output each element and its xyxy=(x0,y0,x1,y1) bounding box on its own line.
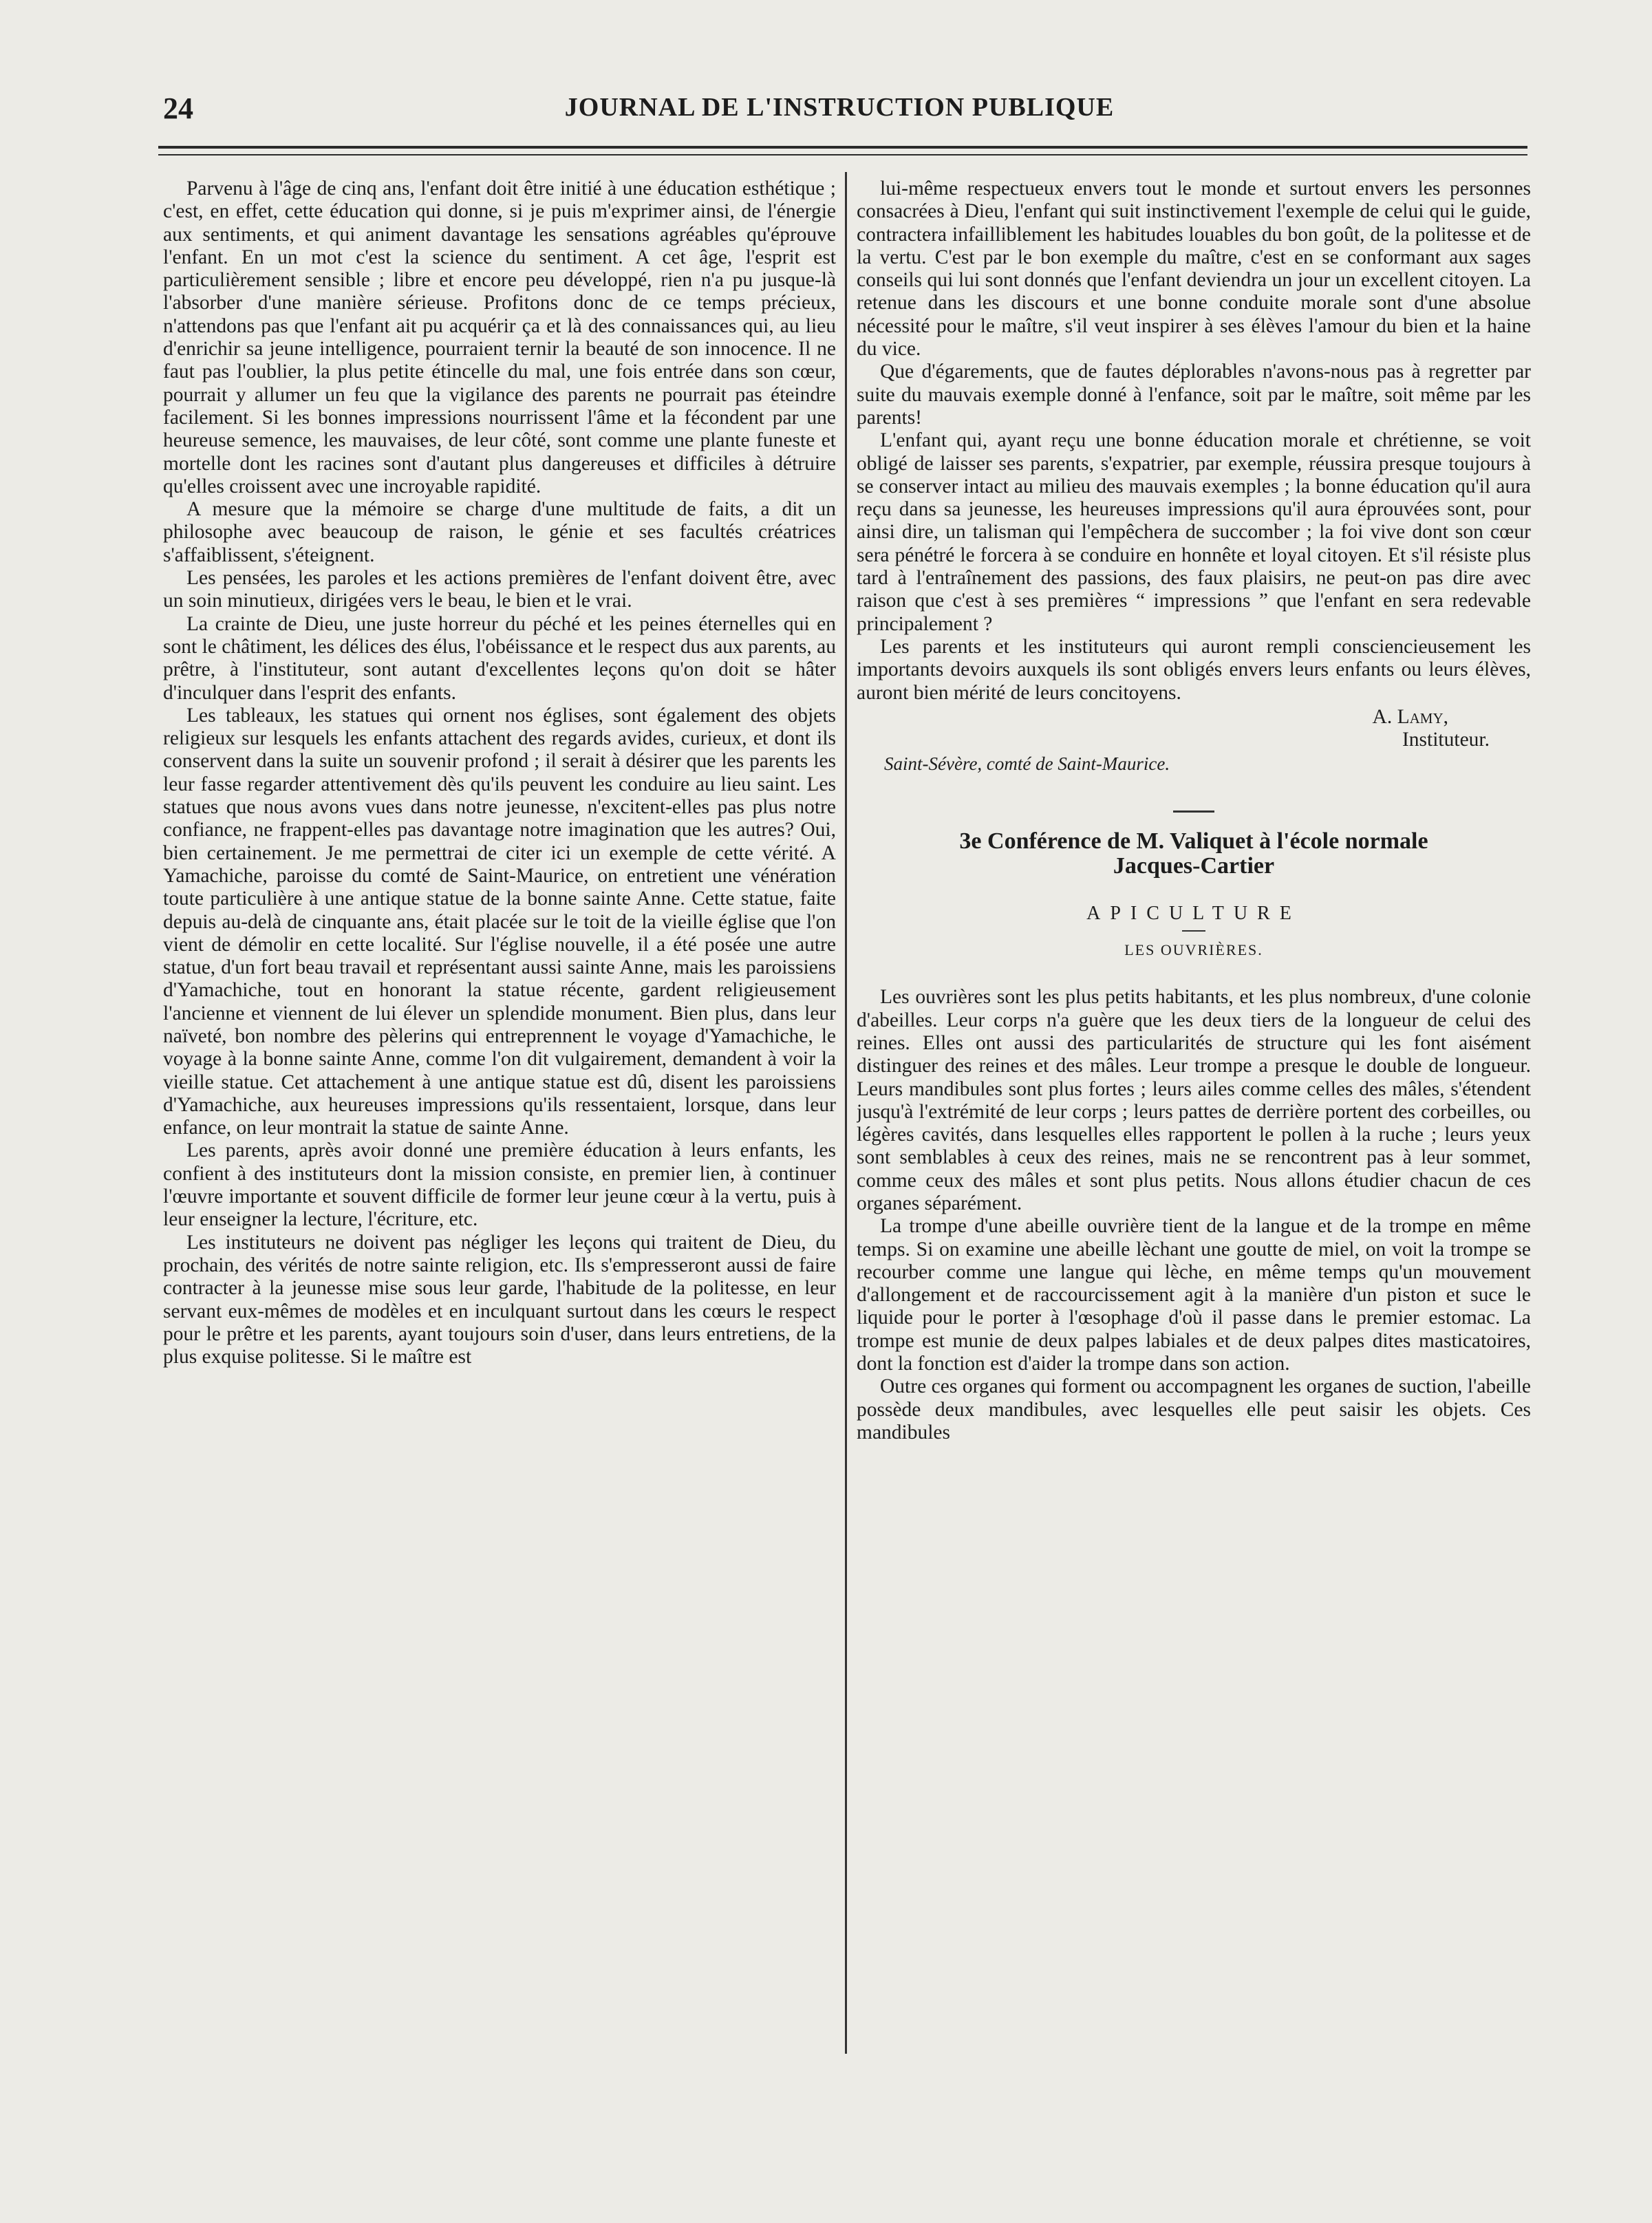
paragraph: La trompe d'une abeille ouvrière tient de la langue et de la trompe en même temps. Si on examine une abeille lèchant une goutte de miel, on voit la trompe se recourber comme une langue qui lèche, en même temps qu'un mouvement d'allongement et de raccourcissement agit à la manière d'un piston et suce le liquide pour le porter à l'œsophage d'où il passe dans le premier estomac. La trompe est munie de deux palpes labiales et de deux palpes dites masticatoires, dont la fonction est d'aider la trompe dans son action. xyxy=(857,1215,1531,1375)
section-heading: APICULTURE xyxy=(1086,902,1301,924)
paragraph: L'enfant qui, ayant reçu une bonne éducation morale et chrétienne, se voit obligé de laisser ses parents, s'expatrier, par exemple, réussira presque toujours à se conserver intact au milieu des mauvais exemples ; la bonne éducation qu'il aura reçu dans sa jeunesse, les heureuses impressions qu'il aura éprouvées sont, pour ainsi dire, un talisman qui l'empêchera de succomber ; la foi vive dont son cœur sera pénétré le forcera à se conduire en honnête et loyal citoyen. Et s'il résiste plus tard à l'entraînement des passions, des faux plaisirs, ne peut-on pas dire avec raison que c'est à ses premières “ impressions ” que l'enfant en sera redevable principalement ? xyxy=(857,429,1531,635)
page-header xyxy=(155,91,1524,132)
paragraph: Outre ces organes qui forment ou accompagnent les organes de suction, l'abeille possède deux mandibules, avec lesquelles elle peut saisir les objets. Ces mandibules xyxy=(857,1375,1531,1443)
section-dash xyxy=(1182,930,1205,932)
paragraph: La crainte de Dieu, une juste horreur du péché et les peines éternelles qui en sont le châtiment, les délices des élus, l'obéissance et le respect dus aux parents, au prêtre, à l'instituteur, sont autant d'excellentes leçons qu'on doit se hâter d'inculquer dans l'esprit des enfants. xyxy=(163,612,836,704)
left-column xyxy=(163,178,836,2063)
header-rule-thick xyxy=(158,146,1527,149)
paragraph: Les tableaux, les statues qui ornent nos églises, sont également des objets religieux sur lesquels les enfants attachent des regards avides, curieux, et dont ils conservent dans la suite un souvenir profond ; il serait à désirer que les parents les leur fasse regarder attentivement dès qu'ils peuvent les conduire au lieu saint. Les statues que nous avons vues dans notre jeunesse, n'excitent-elles pas plus notre confiance, ne frappent-elles pas davantage notre imagination que les autres? Oui, bien certainement. Je me permettrai de citer ici un exemple de cette vérité. A Yamachiche, paroisse du comté de Saint-Maurice, on entretient une vénération toute particulière à une antique statue de la bonne sainte Anne. Cette statue, faite depuis au-delà de cinquante ans, était placée sur le toit de la vieille église que l'on vient de démolir en cette localité. Sur l'église nouvelle, il a été posée une autre statue, d'un fort beau travail et représentant aussi sainte Anne, mais les paroissiens d'Yamachiche, tout en honorant la statue récente, gardent religieusement l'ancienne et viennent de lui élever un splendide monument. Bien plus, dans leur naïveté, bon nombre des pèlerins qui entreprennent le voyage d'Yamachiche, le voyage à la bonne sainte Anne, comme l'on dit vulgairement, demandent à voir la vieille statue. Cet attachement à une antique statue est dû, disent les paroissiens d'Yamachiche, aux heureuses impressions qu'ils ressentaient, lorsque, dans leur enfance, on leur montrait la statue de sainte Anne. xyxy=(163,704,836,1139)
paragraph: Les parents et les instituteurs qui auront rempli consciencieusement les importants devoirs auxquels ils sont obligés envers leurs enfants ou leurs élèves, auront bien mérité de leurs concitoyens. xyxy=(857,635,1531,704)
signature-place: Saint-Sévère, comté de Saint-Maurice. xyxy=(884,753,1170,775)
paragraph: Que d'égarements, que de fautes déplorables n'avons-nous pas à regretter par suite du mauvais exemple donné à l'enfance, soit par le maître, soit même par les parents! xyxy=(857,361,1531,429)
signature-title: Instituteur. xyxy=(1402,729,1490,751)
paragraph: Les instituteurs ne doivent pas négliger les leçons qui traitent de Dieu, du prochain, des vérités de notre sainte religion, etc. Ils s'empresseront aussi de faire contracter à la jeunesse mise sous leur garde, l'habitude de la politesse, en leur servant eux-mêmes de modèles et en inculquant surtout dans les cœurs le respect pour le prêtre et les parents, ayant toujours soin d'user, dans leurs entretiens, de la plus exquise politesse. Si le maître est xyxy=(163,1231,836,1368)
article-title-line: 3e Conférence de M. Valiquet à l'école normale xyxy=(959,828,1428,854)
paragraph: lui-même respectueux envers tout le monde et surtout envers les personnes consacrées à Dieu, l'enfant qui suit instinctivement l'exemple de celui qui le guide, contractera infailliblement les habitudes louables du bon goût, de la politesse et de la vertu. C'est par le bon exemple du maître, c'est en se conformant aux sages conseils qui lui sont donnés que l'enfant deviendra un jour un excellent citoyen. La retenue dans les discours et une bonne conduite morale sont d'une absolue nécessité pour le maître, s'il veut inspirer à ses élèves l'amour du bien et la haine du vice. xyxy=(857,178,1531,361)
paragraph: A mesure que la mémoire se charge d'une multitude de faits, a dit un philosophe avec beaucoup de raison, le génie et ses facultés créatrices s'affaiblissent, s'éteignent. xyxy=(163,498,836,566)
right-column xyxy=(857,178,1531,2063)
article-title xyxy=(857,829,1531,879)
paragraph: Parvenu à l'âge de cinq ans, l'enfant doit être initié à une éducation esthétique ; c'est, en effet, cette éducation qui donne, si je puis m'exprimer ainsi, de l'énergie aux sentiments, et qui animent davantage les sensations agréables qu'éprouve l'enfant. En un mot c'est la science du sentiment. A cet âge, l'esprit est particulièrement sensible ; libre et encore peu développé, rien n'a pu jusque-là l'absorber d'une manière sérieuse. Profitons donc de ce temps précieux, n'attendons pas que l'enfant ait pu acquérir ça et là des connaissances qui, au lieu d'enrichir sa jeune intelligence, pourraient ternir la beauté de son innocence. Il ne faut pas l'oublier, la plus petite étincelle du mal, une fois entrée dans son cœur, pourrait y allumer un feu que la vigilance des parents ne pourrait pas éteindre facilement. Si les bonnes impressions nourrissent l'âme et la fécondent par une heureuse semence, les mauvaises, de leur côté, sont comme une plante funeste et mortelle dont les racines sont d'autant plus dangereuses et difficiles à détruire qu'elles croissent avec une incroyable rapidité. xyxy=(163,178,836,497)
journal-title: JOURNAL DE L'INSTRUCTION PUBLIQUE xyxy=(564,93,1115,122)
signature-name: A. Lamy, xyxy=(1372,705,1448,728)
header-rule-thin xyxy=(158,154,1527,155)
subsection-heading: LES OUVRIÈRES. xyxy=(1124,941,1263,959)
paragraph: Les ouvrières sont les plus petits habitants, et les plus nombreux, d'une colonie d'abeilles. Leur corps n'a guère que les deux tiers de la longueur de celui des reines. Elles ont aussi des particularités de structure qui les font aisément distinguer des reines et des mâles. Leur trompe a presque le double de longueur. Leurs mandibules sont plus fortes ; leurs ailes comme celles des mâles, s'étendent jusqu'à l'extrémité de leur corps ; leurs pattes de derrière portent des corbeilles, ou légères cavités, dans lesquelles elles rapportent le pollen à la ruche ; leurs yeux sont semblables à ceux des reines, mais ne se rencontrent pas à leur sommet, comme ceux des mâles et sont plus petits. Nous allons étudier chacun de ces organes séparément. xyxy=(857,986,1531,1214)
article-separator xyxy=(1173,810,1214,813)
page-number: 24 xyxy=(163,92,193,125)
column-divider xyxy=(845,172,847,2054)
paragraph: Les pensées, les paroles et les actions premières de l'enfant doivent être, avec un soin minutieux, dirigées vers le beau, le bien et le vrai. xyxy=(163,567,836,612)
paragraph: Les parents, après avoir donné une première éducation à leurs enfants, les confient à des instituteurs dont la mission consiste, en premier lien, à continuer l'œuvre importante et souvent difficile de former leur jeune cœur à la vertu, puis à leur enseigner la lecture, l'écriture, etc. xyxy=(163,1139,836,1231)
article-title-line: Jacques-Cartier xyxy=(1113,852,1275,879)
